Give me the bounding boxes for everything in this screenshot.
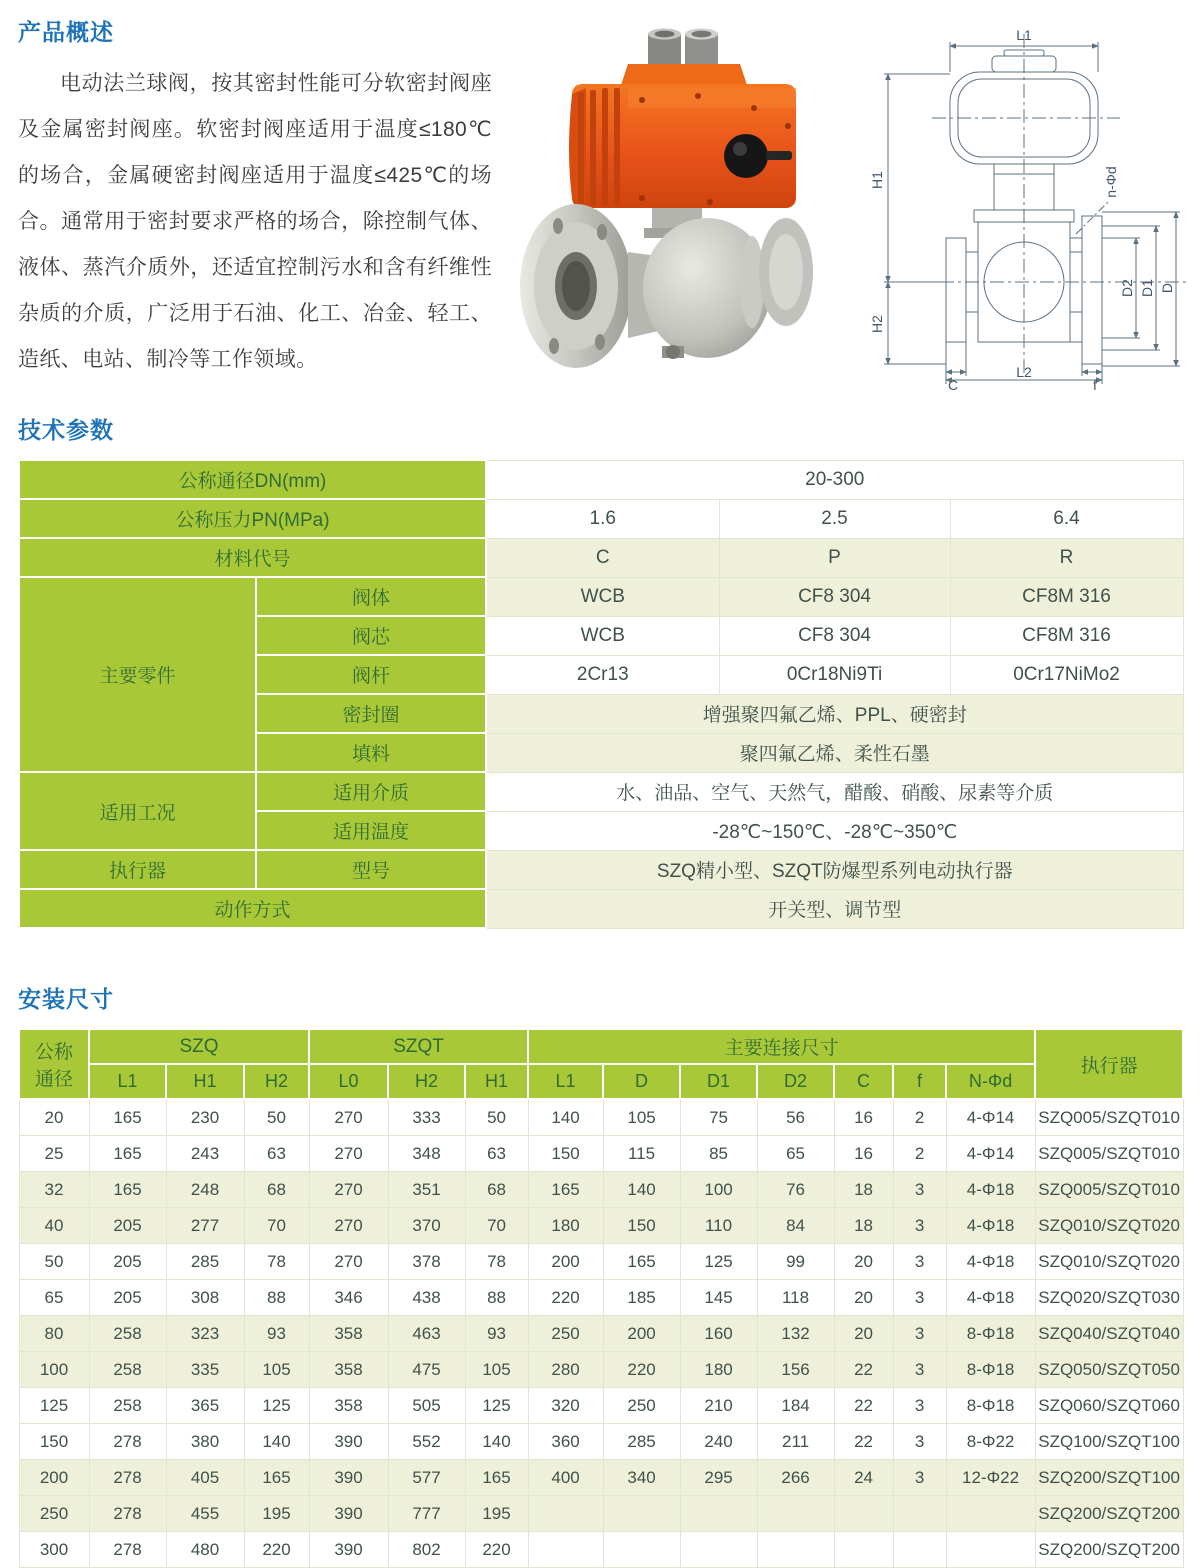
install-cell-value: 88 [465,1280,528,1316]
install-cell-value: 200 [528,1244,603,1280]
install-cell-value: 165 [89,1136,166,1172]
install-cell-value: 340 [603,1460,680,1496]
install-cell-dn: 50 [19,1244,89,1280]
install-cell-value: 323 [166,1316,244,1352]
install-cell-value: 240 [680,1424,757,1460]
tech-param-label: 填料 [256,733,486,772]
install-cell-value: 8-Φ22 [946,1424,1035,1460]
tech-param-label: 阀体 [256,577,486,616]
tech-table-row [19,538,1183,577]
install-cell-value [946,1532,1035,1568]
install-cell-actuator: SZQ020/SZQT030 [1035,1280,1183,1316]
install-cell-value: 3 [893,1424,946,1460]
install-subcolumn-header: L1 [89,1064,166,1099]
install-group-header: 主要连接尺寸 [528,1029,1035,1064]
install-table-row [19,1388,1183,1424]
install-cell-value: 150 [528,1136,603,1172]
install-cell-actuator: SZQ060/SZQT060 [1035,1388,1183,1424]
tech-param-value: CF8 304 [719,616,950,655]
install-cell-value: 200 [603,1316,680,1352]
install-subcolumn-header: H1 [166,1064,244,1099]
install-header-row-2 [19,1064,1183,1099]
tech-param-value: R [950,538,1183,577]
install-cell-value: 4-Φ14 [946,1099,1035,1136]
install-subcolumn-header: C [834,1064,893,1099]
install-cell-dn: 200 [19,1460,89,1496]
tech-param-value: 20-300 [486,460,1183,499]
install-cell-value: 195 [244,1496,309,1532]
tech-param-value: 聚四氟乙烯、柔性石墨 [486,733,1183,772]
install-cell-value: 405 [166,1460,244,1496]
install-cell-value: 65 [757,1136,834,1172]
install-cell-value: 205 [89,1280,166,1316]
install-cell-value: 333 [388,1099,465,1136]
install-group-header: SZQ [89,1029,309,1064]
install-cell-value: 165 [244,1460,309,1496]
tech-table-row [19,460,1183,499]
install-subcolumn-header: f [893,1064,946,1099]
install-cell-value: 2 [893,1136,946,1172]
install-cell-dn: 250 [19,1496,89,1532]
install-table-row [19,1099,1183,1136]
install-cell-dn: 125 [19,1388,89,1424]
install-cell-value [893,1496,946,1532]
install-cell-value: 165 [89,1099,166,1136]
install-cell-value: 308 [166,1280,244,1316]
install-cell-actuator: SZQ050/SZQT050 [1035,1352,1183,1388]
install-cell-value: 270 [309,1172,388,1208]
tech-param-value: 开关型、调节型 [486,889,1183,928]
install-cell-value: 180 [680,1352,757,1388]
install-cell-value: 320 [528,1388,603,1424]
top-section [18,14,1182,396]
install-cell-value: 85 [680,1136,757,1172]
install-cell-value: 3 [893,1460,946,1496]
install-table-row [19,1172,1183,1208]
install-cell-value: 115 [603,1136,680,1172]
install-cell-value: 185 [603,1280,680,1316]
install-cell-value: 3 [893,1316,946,1352]
tech-param-value: 0Cr18Ni9Ti [719,655,950,694]
install-cell-value: 258 [89,1388,166,1424]
install-cell-value: 365 [166,1388,244,1424]
install-subcolumn-header: L0 [309,1064,388,1099]
install-subcolumn-header: H1 [465,1064,528,1099]
install-cell-dn: 32 [19,1172,89,1208]
install-table-row [19,1244,1183,1280]
install-cell-value: 230 [166,1099,244,1136]
install-cell-dn: 150 [19,1424,89,1460]
tech-param-label: 适用温度 [256,811,486,850]
install-table-row [19,1532,1183,1568]
install-subcolumn-header: D [603,1064,680,1099]
tech-param-value: -28℃~150℃、-28℃~350℃ [486,811,1183,850]
install-cell-value: 160 [680,1316,757,1352]
install-table-row [19,1460,1183,1496]
install-cell-value: 3 [893,1172,946,1208]
tech-param-label: 动作方式 [19,889,486,928]
tech-param-value: C [486,538,719,577]
install-cell-value: 68 [244,1172,309,1208]
product-photo [502,16,844,394]
install-cell-value: 145 [680,1280,757,1316]
install-cell-value: 280 [528,1352,603,1388]
install-cell-value: 278 [89,1424,166,1460]
install-cell-value: 348 [388,1136,465,1172]
install-cell-value: 20 [834,1280,893,1316]
tech-param-label: 执行器 [19,850,256,889]
install-cell-value: 220 [244,1532,309,1568]
install-cell-value: 105 [465,1352,528,1388]
install-dims-table [18,1028,1184,1568]
install-subcolumn-header: L1 [528,1064,603,1099]
install-cell-value: 270 [309,1208,388,1244]
install-cell-value: 210 [680,1388,757,1424]
install-cell-value: 358 [309,1352,388,1388]
install-cell-value: 93 [244,1316,309,1352]
tech-table-row [19,772,1183,811]
dim-label-L2: L2 [1016,364,1032,380]
tech-param-label: 材料代号 [19,538,486,577]
dim-label-C: C [947,377,959,392]
install-cell-value: 75 [680,1099,757,1136]
install-cell-value: 258 [89,1316,166,1352]
install-cell-value: 802 [388,1532,465,1568]
install-cell-value: 2 [893,1099,946,1136]
tech-param-value: 1.6 [486,499,719,538]
install-subcolumn-header: N-Φd [946,1064,1035,1099]
install-cell-value: 4-Φ18 [946,1172,1035,1208]
install-cell-value: 4-Φ18 [946,1244,1035,1280]
dimension-drawing [854,16,1192,392]
install-cell-value: 285 [166,1244,244,1280]
install-cell-value: 270 [309,1136,388,1172]
install-cell-actuator: SZQ005/SZQT010 [1035,1136,1183,1172]
install-cell-value: 165 [603,1244,680,1280]
install-table-row [19,1496,1183,1532]
install-cell-value: 8-Φ18 [946,1388,1035,1424]
install-cell-value: 184 [757,1388,834,1424]
install-cell-value [834,1532,893,1568]
install-cell-value [946,1496,1035,1532]
install-cell-value: 438 [388,1280,465,1316]
tech-param-value: 0Cr17NiMo2 [950,655,1183,694]
install-cell-value [528,1496,603,1532]
install-cell-value: 4-Φ18 [946,1208,1035,1244]
install-cell-value: 3 [893,1388,946,1424]
install-cell-value: 295 [680,1460,757,1496]
install-cell-value: 278 [89,1496,166,1532]
install-cell-value: 22 [834,1388,893,1424]
install-group-header: SZQT [309,1029,528,1064]
install-cell-value: 4-Φ18 [946,1280,1035,1316]
install-cell-actuator: SZQ010/SZQT020 [1035,1208,1183,1244]
install-cell-value: 16 [834,1136,893,1172]
dim-label-D2: D2 [1119,279,1135,297]
tech-param-label: 密封圈 [256,694,486,733]
install-cell-value: 8-Φ18 [946,1352,1035,1388]
tech-param-label: 阀芯 [256,616,486,655]
dim-label-D1: D1 [1139,279,1155,297]
install-cell-dn: 20 [19,1099,89,1136]
install-cell-value: 63 [244,1136,309,1172]
install-cell-actuator: SZQ005/SZQT010 [1035,1099,1183,1136]
install-cell-value: 63 [465,1136,528,1172]
install-cell-value: 132 [757,1316,834,1352]
install-cell-value [757,1532,834,1568]
install-cell-value: 156 [757,1352,834,1388]
tech-param-label: 型号 [256,850,486,889]
install-subcolumn-header: D1 [680,1064,757,1099]
install-cell-value: 70 [244,1208,309,1244]
install-cell-value: 480 [166,1532,244,1568]
install-cell-value: 266 [757,1460,834,1496]
install-cell-actuator: SZQ005/SZQT010 [1035,1172,1183,1208]
install-cell-value: 105 [603,1099,680,1136]
install-cell-value: 505 [388,1388,465,1424]
install-subcolumn-header: D2 [757,1064,834,1099]
install-cell-value: 22 [834,1352,893,1388]
dim-label-f: f [1093,377,1097,392]
install-cell-value: 22 [834,1424,893,1460]
tech-param-value: CF8M 316 [950,616,1183,655]
install-cell-value: 3 [893,1280,946,1316]
install-cell-value: 380 [166,1424,244,1460]
install-cell-value: 220 [603,1352,680,1388]
install-cell-actuator: SZQ010/SZQT020 [1035,1244,1183,1280]
install-cell-dn: 40 [19,1208,89,1244]
install-cell-value: 220 [528,1280,603,1316]
tech-param-value: 2Cr13 [486,655,719,694]
install-cell-value: 777 [388,1496,465,1532]
install-table-row [19,1424,1183,1460]
tech-table-row [19,499,1183,538]
install-cell-value: 93 [465,1316,528,1352]
install-table-row [19,1280,1183,1316]
tech-table-row [19,577,1183,616]
install-table-row [19,1316,1183,1352]
tech-table-row [19,889,1183,928]
install-cell-value: 335 [166,1352,244,1388]
install-cell-value: 4-Φ14 [946,1136,1035,1172]
install-cell-dn: 65 [19,1280,89,1316]
tech-params-heading: 技术参数 [18,417,114,443]
tech-param-value: WCB [486,616,719,655]
install-cell-value: 552 [388,1424,465,1460]
install-header-row-1 [19,1029,1183,1064]
install-cell-value: 88 [244,1280,309,1316]
install-cell-value: 110 [680,1208,757,1244]
install-cell-value: 211 [757,1424,834,1460]
install-cell-value: 390 [309,1496,388,1532]
install-cell-actuator: SZQ040/SZQT040 [1035,1316,1183,1352]
install-cell-value: 18 [834,1208,893,1244]
install-cell-value: 16 [834,1099,893,1136]
install-col-dn-header: 公称通径 [19,1029,89,1099]
install-cell-actuator: SZQ100/SZQT100 [1035,1424,1183,1460]
install-cell-value: 140 [603,1172,680,1208]
install-cell-value: 165 [465,1460,528,1496]
dim-label-H1: H1 [869,171,885,189]
install-cell-value: 577 [388,1460,465,1496]
tech-param-value: 6.4 [950,499,1183,538]
install-cell-value: 125 [680,1244,757,1280]
tech-param-label: 阀杆 [256,655,486,694]
tech-param-value: 2.5 [719,499,950,538]
install-cell-value: 390 [309,1460,388,1496]
tech-param-value: SZQ精小型、SZQT防爆型系列电动执行器 [486,850,1183,889]
install-cell-value: 165 [528,1172,603,1208]
install-cell-value [834,1496,893,1532]
install-cell-value: 278 [89,1532,166,1568]
install-cell-dn: 300 [19,1532,89,1568]
install-cell-value: 455 [166,1496,244,1532]
install-cell-value: 56 [757,1099,834,1136]
install-cell-value: 277 [166,1208,244,1244]
overview-paragraph: 电动法兰球阀，按其密封性能可分软密封阀座及金属密封阀座。软密封阀座适用于温度≤180℃的场合，金属硬密封阀座适用于温度≤425℃的场合。通常用于密封要求严格的场合，除控制气体、液体、蒸汽介质外，还适宜控制污水和含有纤维性杂质的介质，广泛用于石油、化工、冶金、轻工、造纸、电站、制冷等工作领域。 [18,72,492,371]
install-table-row [19,1352,1183,1388]
install-cell-value [528,1532,603,1568]
install-cell-value: 50 [465,1099,528,1136]
tech-param-label: 公称通径DN(mm) [19,460,486,499]
tech-param-value: P [719,538,950,577]
install-cell-value: 270 [309,1099,388,1136]
install-cell-value: 18 [834,1172,893,1208]
tech-param-label: 适用工况 [19,772,256,850]
install-cell-value: 165 [89,1172,166,1208]
overview-heading: 产品概述 [18,19,114,45]
install-cell-value: 70 [465,1208,528,1244]
install-cell-value: 195 [465,1496,528,1532]
product-photo-container [502,14,844,399]
tech-param-value: 增强聚四氟乙烯、PPL、硬密封 [486,694,1183,733]
install-cell-value: 390 [309,1424,388,1460]
install-cell-value: 370 [388,1208,465,1244]
install-cell-value: 125 [465,1388,528,1424]
install-cell-value: 378 [388,1244,465,1280]
install-cell-value: 250 [603,1388,680,1424]
install-cell-value: 76 [757,1172,834,1208]
install-cell-dn: 25 [19,1136,89,1172]
dim-label-n-phi-d: n-Φd [1103,166,1119,198]
install-cell-value: 125 [244,1388,309,1424]
install-cell-value: 12-Φ22 [946,1460,1035,1496]
photo-actuator [569,64,796,208]
install-cell-value: 105 [244,1352,309,1388]
install-cell-value: 99 [757,1244,834,1280]
install-cell-value: 3 [893,1352,946,1388]
install-cell-value: 78 [465,1244,528,1280]
install-cell-dn: 100 [19,1352,89,1388]
install-cell-actuator: SZQ200/SZQT200 [1035,1532,1183,1568]
install-cell-actuator: SZQ200/SZQT100 [1035,1460,1183,1496]
install-cell-value: 140 [244,1424,309,1460]
install-cell-value: 463 [388,1316,465,1352]
tech-table-row [19,850,1183,889]
install-cell-value: 205 [89,1208,166,1244]
photo-conduit-ports [648,29,718,67]
tech-params-table [18,459,1184,929]
install-cell-value: 68 [465,1172,528,1208]
install-dims-heading: 安装尺寸 [18,986,114,1012]
install-cell-actuator: SZQ200/SZQT200 [1035,1496,1183,1532]
install-cell-value: 150 [603,1208,680,1244]
install-subcolumn-header: H2 [244,1064,309,1099]
install-cell-value: 351 [388,1172,465,1208]
install-cell-value: 360 [528,1424,603,1460]
dim-label-L1: L1 [1016,27,1032,43]
install-cell-value: 180 [528,1208,603,1244]
install-cell-value: 250 [528,1316,603,1352]
install-cell-value [680,1496,757,1532]
install-cell-value: 84 [757,1208,834,1244]
install-cell-value [893,1532,946,1568]
tech-param-value: CF8M 316 [950,577,1183,616]
spacer [18,929,1182,981]
install-cell-value: 3 [893,1244,946,1280]
install-cell-value: 100 [680,1172,757,1208]
install-cell-value: 118 [757,1280,834,1316]
install-cell-value: 358 [309,1316,388,1352]
install-cell-value: 140 [465,1424,528,1460]
install-cell-dn: 80 [19,1316,89,1352]
dimension-drawing-container [854,14,1192,397]
install-cell-value: 270 [309,1244,388,1280]
install-cell-value: 50 [244,1099,309,1136]
product-overview [18,14,502,383]
tech-param-value: 水、油品、空气、天然气，醋酸、硝酸、尿素等介质 [486,772,1183,811]
install-cell-value: 400 [528,1460,603,1496]
tech-param-value: CF8 304 [719,577,950,616]
install-cell-value: 475 [388,1352,465,1388]
install-cell-value: 24 [834,1460,893,1496]
tech-param-label: 主要零件 [19,577,256,772]
tech-param-label: 公称压力PN(MPa) [19,499,486,538]
install-cell-value: 78 [244,1244,309,1280]
install-cell-value [680,1532,757,1568]
tech-param-value: WCB [486,577,719,616]
install-cell-value: 258 [89,1352,166,1388]
install-cell-value: 8-Φ18 [946,1316,1035,1352]
install-cell-value [603,1532,680,1568]
tech-param-label: 适用介质 [256,772,486,811]
install-cell-value: 248 [166,1172,244,1208]
install-cell-value: 220 [465,1532,528,1568]
dim-label-H2: H2 [869,315,885,333]
install-cell-value: 358 [309,1388,388,1424]
install-cell-value: 278 [89,1460,166,1496]
install-cell-value: 3 [893,1208,946,1244]
install-cell-value: 140 [528,1099,603,1136]
install-table-row [19,1136,1183,1172]
install-cell-value: 285 [603,1424,680,1460]
install-cell-value: 20 [834,1316,893,1352]
install-cell-value: 390 [309,1532,388,1568]
install-cell-value: 205 [89,1244,166,1280]
install-subcolumn-header: H2 [388,1064,465,1099]
install-cell-value: 20 [834,1244,893,1280]
install-cell-value [757,1496,834,1532]
install-cell-value [603,1496,680,1532]
install-col-actuator-header: 执行器 [1035,1029,1183,1099]
dim-label-D: D [1159,282,1175,294]
install-cell-value: 243 [166,1136,244,1172]
install-cell-value: 346 [309,1280,388,1316]
install-table-row [19,1208,1183,1244]
